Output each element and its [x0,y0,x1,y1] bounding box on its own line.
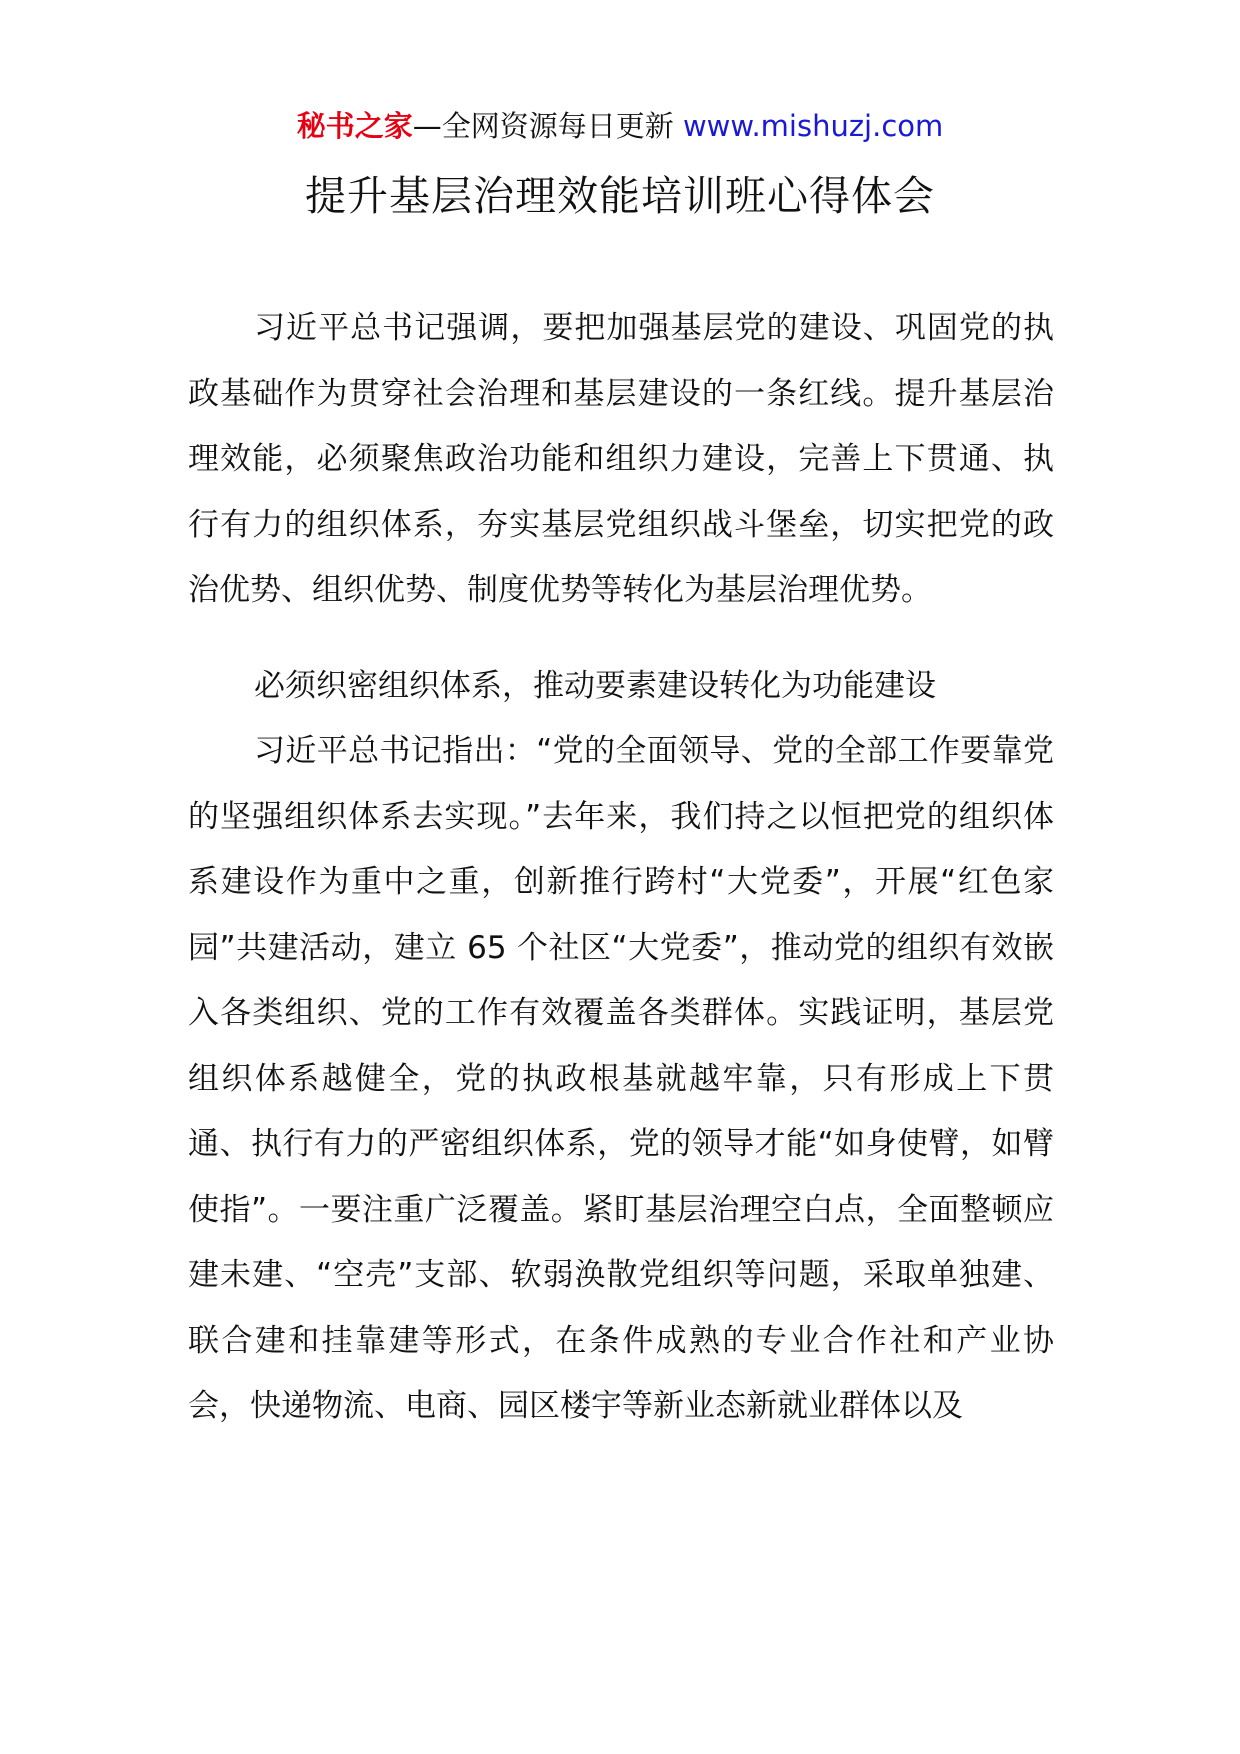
document-body [188,296,1054,1440]
section-heading: 必须织密组织体系，推动要素建设转化为功能建设 [254,667,936,704]
document-title: 提升基层治理效能培训班心得体会 [305,172,935,220]
intro-paragraph: 习近平总书记强调，要把加强基层党的建设、巩固党的执政基础作为贯穿社会治理和基层建设的一条红线。提升基层治理效能，必须聚焦政治功能和组织力建设，完善上下贯通、执行有力的组织体系，夯实基层党组织战斗堡垒，切实把党的政治优势、组织优势、制度优势等转化为基层治理优势。 [188,310,1054,608]
header-tagline: —全网资源每日更新 [412,109,683,143]
paragraph-spacer [188,624,1054,654]
site-header [0,106,1240,146]
body-paragraph: 习近平总书记指出：“党的全面领导、党的全部工作要靠党的坚强组织体系去实现。”去年来，我们持之以恒把党的组织体系建设作为重中之重，创新推行跨村“大党委”，开展“红色家园”共建活动，建立 65 个社区“大党委”，推动党的组织有效嵌入各类组织、党的工作有效覆盖各类群体。实践证明，基层党组织体系越健全，党的执政根基就越牢靠，只有形成上下贯通、执行有力的严密组织体系，党的领导才能“如身使臂，如臂使指”。一要注重广泛覆盖。紧盯基层治理空白点，全面整顿应建未建、“空壳”支部、软弱涣散党组织等问题，采取单独建、联合建和挂靠建等形式，在条件成熟的专业合作社和产业协会，快递物流、电商、园区楼宇等新业态新就业群体以及 [188,733,1054,1424]
brand-name: 秘书之家 [296,109,413,143]
site-url-link[interactable]: www.mishuzj.com [682,109,944,143]
